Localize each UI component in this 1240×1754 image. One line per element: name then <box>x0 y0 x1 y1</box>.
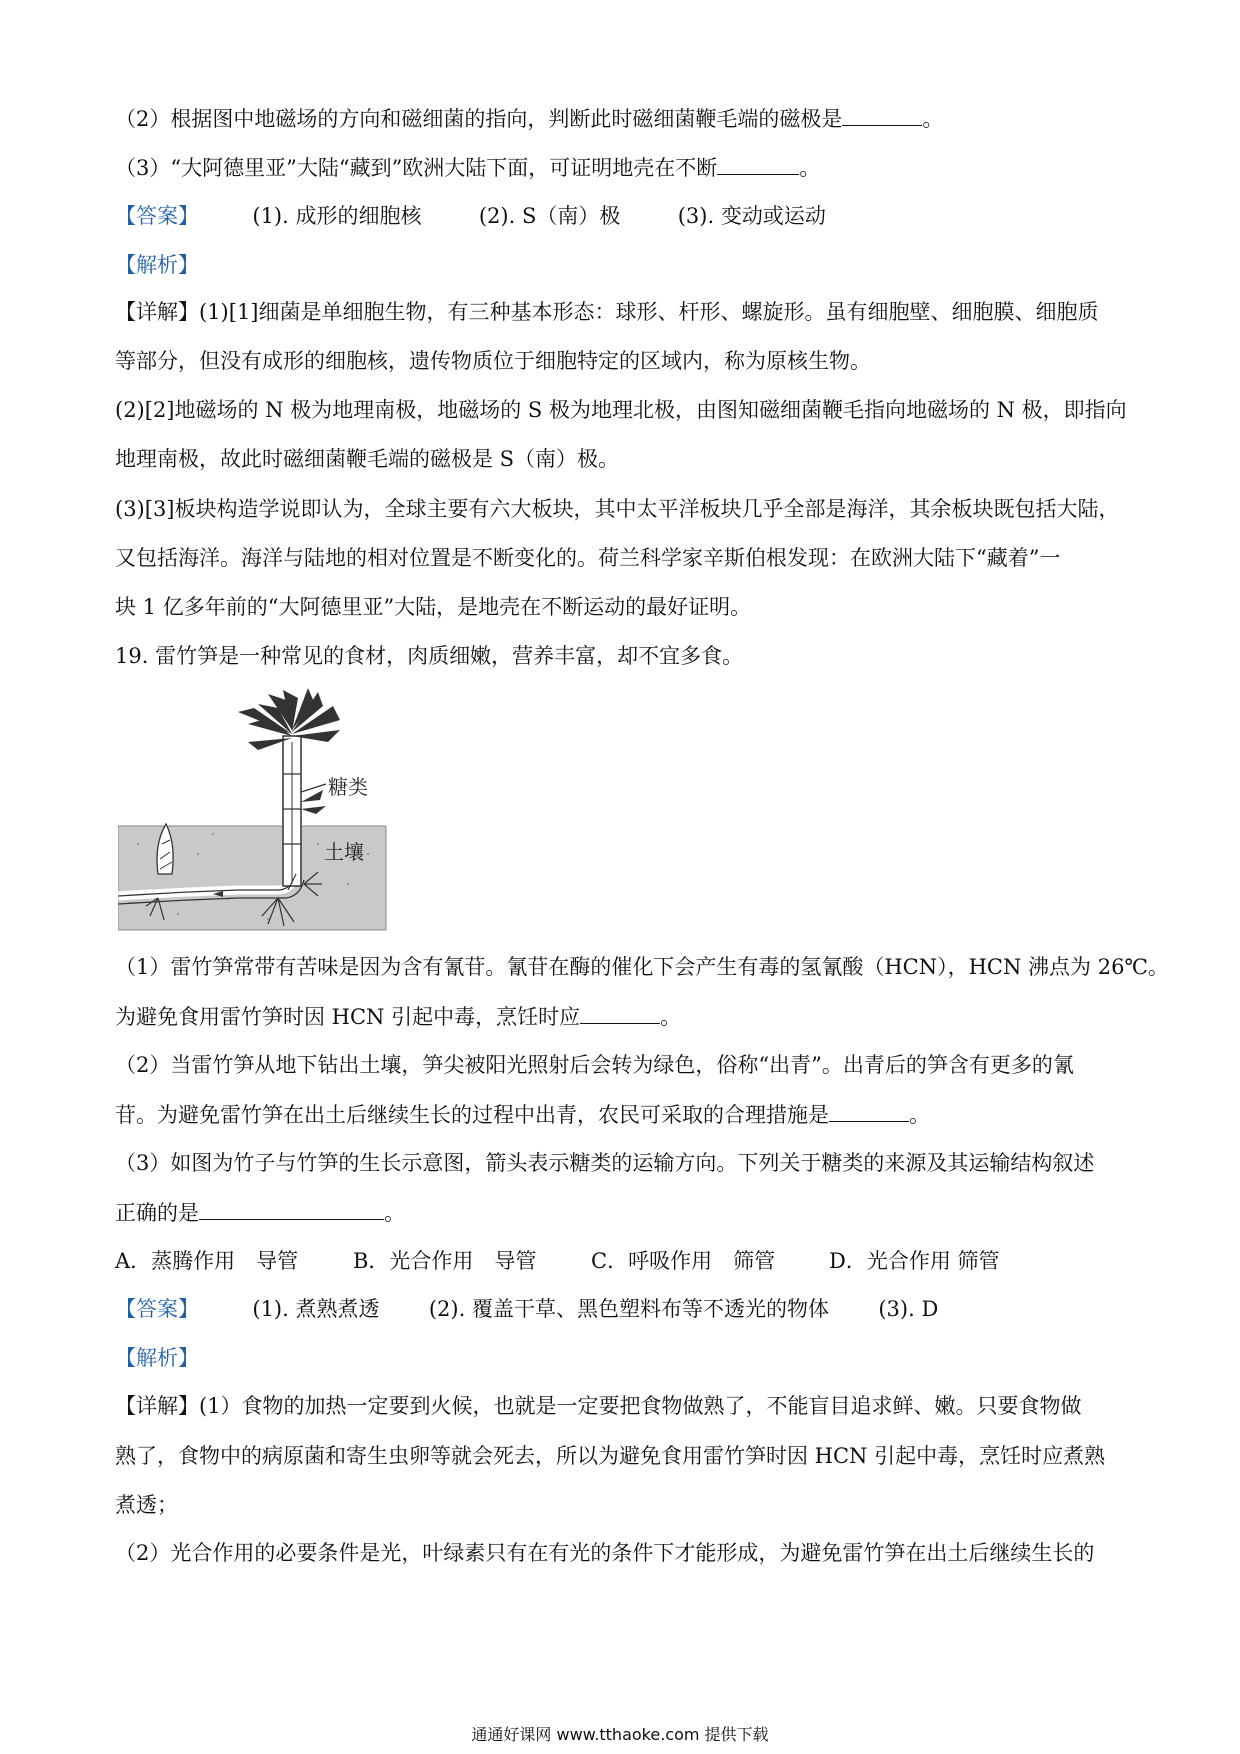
page-footer: 通通好课网 www.tthaoke.com 提供下载 <box>471 1725 769 1744</box>
q19-detail-line: 煮透； <box>115 1493 178 1517</box>
q18-detail-line: 等部分，但没有成形的细胞核，遗传物质位于细胞特定的区域内，称为原核生物。 <box>115 349 871 373</box>
q19-options <box>115 1246 1135 1276</box>
answer-item: (3). 变动或运动 <box>677 204 826 228</box>
q18-detail-line: 又包括海洋。海洋与陆地的相对位置是不断变化的。荷兰科学家辛斯伯根发现：在欧洲大陆下“藏着”一 <box>115 546 1061 570</box>
q19-analysis-label: 【解析】 <box>115 1346 199 1370</box>
option-b: B．光合作用 导管 <box>353 1249 537 1273</box>
figure-label-soil: 土壤 <box>324 840 364 864</box>
q18-part3: （3）“大阿德里亚”大陆“藏到”欧洲大陆下面，可证明地壳在不断 。 <box>115 152 1135 183</box>
answer-item: (1). 成形的细胞核 <box>252 204 422 228</box>
bamboo-diagram <box>118 684 390 934</box>
q18-part2: （2）根据图中地磁场的方向和磁细菌的指向，判断此时磁细菌鞭毛端的磁极是 。 <box>115 103 1135 134</box>
figure-label-sugar: 糖类 <box>328 775 368 799</box>
q18-detail-line: 块 1 亿多年前的“大阿德里亚”大陆，是地壳在不断运动的最好证明。 <box>115 595 752 619</box>
answer-item: (1). 煮熟煮透 <box>252 1297 380 1321</box>
option-d: D．光合作用 筛管 <box>829 1249 1000 1273</box>
q19-part3-line2: 正确的是 。 <box>115 1197 1135 1228</box>
q19-stem: 19. 雷竹笋是一种常见的食材，肉质细嫩，营养丰富，却不宜多食。 <box>115 644 744 668</box>
answer-label: 【答案】 <box>115 204 199 228</box>
q18-detail-line: 地理南极，故此时磁细菌鞭毛端的磁极是 S（南）极。 <box>115 447 620 471</box>
answer-label: 【答案】 <box>115 1297 199 1321</box>
option-c: C．呼吸作用 筛管 <box>591 1249 776 1273</box>
answer-item: (2). 覆盖干草、黑色塑料布等不透光的物体 <box>428 1297 829 1321</box>
q18-detail-line: (3)[3]板块构造学说即认为，全球主要有六大板块，其中太平洋板块几乎全部是海洋，其余板块既包括大陆， <box>115 497 1120 521</box>
bamboo-growth-figure <box>118 684 390 934</box>
answer-item: (2). S（南）极 <box>478 204 621 228</box>
q19-part1-line2: 为避免食用雷竹笋时因 HCN 引起中毒，烹饪时应 。 <box>115 1001 1135 1032</box>
q19-answer <box>115 1294 1135 1324</box>
q19-detail-line: 熟了，食物中的病原菌和寄生虫卵等就会死去，所以为避免食用雷竹笋时因 HCN 引起中毒，烹饪时应煮熟 <box>115 1444 1106 1468</box>
q18-detail-line: (2)[2]地磁场的 N 极为地理南极，地磁场的 S 极为地理北极，由图知磁细菌鞭毛指向地磁场的 N 极，即指向 <box>115 398 1127 422</box>
q19-detail-line: 【详解】(1）食物的加热一定要到火候，也就是一定要把食物做熟了，不能盲目追求鲜、嫩。只要食物做 <box>115 1394 1082 1418</box>
option-a: A．蒸腾作用 导管 <box>115 1249 299 1273</box>
answer-item: (3). D <box>878 1297 939 1321</box>
q19-part1-line1: （1）雷竹笋常带有苦味是因为含有氰苷。氰苷在酶的催化下会产生有毒的氢氰酸（HCN），HCN 沸点为 26℃。 <box>115 955 1169 979</box>
q19-part2-line1: （2）当雷竹笋从地下钻出土壤，笋尖被阳光照射后会转为绿色，俗称“出青”。出青后的笋含有更多的氰 <box>115 1053 1074 1077</box>
q19-part2-line2: 苷。为避免雷竹笋在出土后继续生长的过程中出青，农民可采取的合理措施是 。 <box>115 1099 1135 1130</box>
q18-answer <box>115 201 1135 231</box>
q19-detail-line: （2）光合作用的必要条件是光，叶绿素只有在有光的条件下才能形成，为避免雷竹笋在出土后继续生长的 <box>115 1541 1095 1565</box>
q19-part3-line1: （3）如图为竹子与竹笋的生长示意图，箭头表示糖类的运输方向。下列关于糖类的来源及其运输结构叙述 <box>115 1151 1095 1175</box>
q18-analysis-label: 【解析】 <box>115 253 199 277</box>
q18-detail-line: 【详解】(1)[1]细菌是单细胞生物，有三种基本形态：球形、杆形、螺旋形。虽有细胞壁、细胞膜、细胞质 <box>115 300 1099 324</box>
